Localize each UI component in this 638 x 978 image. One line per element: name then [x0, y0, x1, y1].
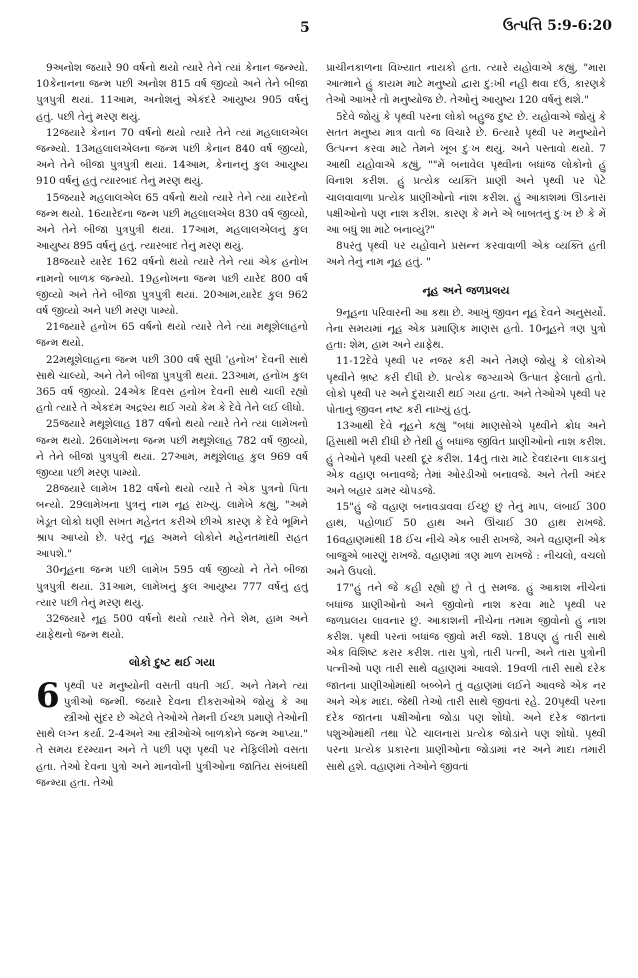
paragraph: 21જયારે હનોખ 65 વર્ષનો થયો ત્યારે તેને ત્યાં મથૂશેલાહનો જન્મ થયો.: [36, 321, 308, 350]
paragraph: 30નૂહના જન્મ પછી લામેખ 595 વર્ષ જીવ્યો ને તેને બીજા પુત્રપુત્રી થયાં. 31આમ, લામેખનું કુલ આયુષ્ય 777 વર્ષનું હતું ત્યાર પછી તેનું મરણ થયું.: [36, 564, 308, 609]
paragraph: 9અનોશ જયારે 90 વર્ષનો થયો ત્યારે તેને ત્યાં કેનાન જન્મ્યો. 10કેનાનના જન્મ પછી અનોશ 815 વર્ષ જીવ્યો અને તેને બીજા પુત્રપુત્રી થયાં. 11આમ, અનોશનું એકંદરે આયુષ્ય 905 વર્ષનું હતું. પછી તેનું મરણ થયું.: [36, 62, 308, 123]
paragraph: 22મથૂશેલાહના જન્મ પછી 300 વર્ષ સુધી 'હનોખ' દેવની સાથે સાથે ચાલ્યો, અને તેને બીજા પુત્રપુત્રી થયાં. 23આમ, હનોખ કુલ 365 વર્ષ જીવ્યો. 24એક દિવસ હનોખ દેવની સાથે ચાલી રહ્યો હતો ત્યારે તે એકદમ અદ્રશ્ય થઈ ગયો કેમ કે દેવે તેને લઈ લીધો.: [36, 353, 308, 415]
left-column: [36, 60, 308, 791]
section-heading: લોકો દુષ્ટ થઈ ગયા: [128, 656, 216, 670]
chapter-number: 6: [36, 675, 60, 716]
page-number: 5: [300, 20, 310, 36]
running-head: ઉત્પત્તિ 5:9-6:20: [502, 18, 612, 34]
paragraph: 32જયારે નૂહ 500 વર્ષનો થયો ત્યારે તેને શેમ, હામ અને યાફેથનો જન્મ થયો.: [36, 612, 308, 642]
paragraph: પ્રાચીનકાળના વિખ્યાત નાયકો હતા. ત્યારે યહોવાએ કહ્યું, "મારા આત્માને હું કાયમ માટે મનુષ્યો દ્વારા દુ:ખી નહી થવા દઉં, કારણકે તેઓ આખરે તો મનુષ્યોજ છે. તેઓનું આયુષ્ય 120 વર્ષનું થશે.": [326, 62, 606, 107]
chapter-text: પૃથ્વી પર મનુષ્યોની વસતી વધતી ગઈ. અને તેમને ત્યાં પુત્રીઓ જન્મી. જયારે દેવના દીકરાઓએ જોયું કે આ સ્ત્રીઓ સુંદર છે એટલે તેઓએ તેમની ઈચ્છા પ્રમાણે તેઓની સાથે લગ્ન કર્યા. 2-4અને આ સ્ત્રીઓએ બાળકોને જન્મ આપ્યા." તે સમય દરમ્યાન અને તે પછી પણ પૃથ્વી પર નેફિલીમો વસતા હતા. તેઓ દેવના પુત્રો અને માનવોની પુત્રીઓના જાતિય સંબંધથી જન્મ્યા હતા. તેઓ: [36, 679, 308, 789]
paragraph: 8પરંતુ પૃથ્વી પર યહોવાને પ્રસન્ન કરવાવાળી એક વ્યક્તિ હતી અને તેનું નામ નૂહ હતું. ": [326, 240, 606, 269]
paragraph: 5દેવે જોયું કે પૃથ્વી પરના લોકો બહુજ દુષ્ટ છે. યહોવાએ જોયું કે સતત મનુષ્ય માત્ર વાતો જ વિચારે છે. 6ત્યારે પૃથ્વી પર મનુષ્યોને ઉત્પન્ન કરવા માટે તેમને ખૂબ દુઃખ થયું. અને પસ્તાવો થયો. 7 આથી યહોવાએ કહ્યું, ""મેં બનાવેલ પૃથ્વીના બધાંજ લોકોનો હું વિનાશ કરીશ. હું પ્રત્યેક વ્યક્તિ પ્રાણી અને પૃથ્વી પર પેટે ચાલવાવાળા પ્રત્યેક પ્રાણીઓનો નાશ કરીશ. હું આકાશમાં ઊડનારાં પક્ષીઓનો પણ નાશ કરીશ. કારણ કે મને એ બાબતનું દુઃખ છે કે મેં આ બધું શા માટે બનાવ્યું?": [326, 110, 606, 237]
paragraph: 28જયારે લામેખ 182 વર્ષનો થયો ત્યારે તે એક પુત્રનો પિતા બન્યો. 29લામેખના પુત્રનું નામ નૂહ રાખ્યું. લામેખે કહ્યું, "અમે ખેડૂત લોકો ઘણી સખત મહેનત કરીએ છીએ કારણ કે દેવે ભૂમિને શ્રાપ આપ્યો છે. પરંતુ નૂહ અમને લોકોને મહેનતમાંથી રાહત આપશે.": [36, 483, 308, 561]
paragraph: 15"હું જે વહાણ બનાવડાવવા ઈચ્છું છું તેનું માપ, લંબાઈ 300 હાથ, પહોળાઈ 50 હાથ અને ઊંચાઈ 30 હાથ રાખજે. 16વહાણમાંથી 18 ઈંચ નીચે એક બારી રાખજે, અને વહાણની એક બાજુએ બારણું રાખજે. વહાણમાં ત્રણ માળ રાખજે : નીચલો, વચલો અને ઉપલો.: [326, 501, 606, 579]
right-column: [326, 60, 606, 775]
paragraph: 17"હું તને જે કહી રહ્યો છું તે તું સમજ. હું આકાશ નીચેનાં બધાંજ પ્રાણીઓનો અને જીવોનો નાશ કરવા માટે પૃથ્વી પર જળપ્રલય લાવનાર છું. આકાશની નીચેના તમામ જીવોનો હું નાશ કરીશ. પૃથ્વી પરનાં બધાંજ જીવો મરી જશે. 18પણ હું તારી સાથે એક વિશિષ્ટ કરાર કરીશ. તારા પુત્રો, તારી પત્ની, અને તારા પુત્રોની પત્નીઓ પણ તારી સાથે વહાણમાં આવશે. 19વળી તારી સાથે દરેક જાતનાં પ્રાણીઓમાંથી બબ્બેને તું વહાણમાં લઈને આવજે એક નર અને એક માદા. જેથી તેઓ તારી સાથે જીવતાં રહે. 20પૃથ્વી પરના દરેક જાતના પક્ષીઓના જોડા પણ શોધો. અને દરેક જાતનાં પશુઓમાંથી તથા પેટે ચાલનારાં પ્રત્યેક જોડાંને પણ શોધો. પૃથ્વી પરના પ્રત્યેક પ્રકારના પ્રાણીઓના જોડામાં નર અને માદા તમારી સાથે હશે. વહાણમાં તેઓને જીવતાં: [326, 582, 606, 773]
paragraph: 9નૂહના પરિવારની આ કથા છે. આખું જીવન નૂહ દેવને અનુસર્યો. તેના સમયમાં નૂહ એક પ્રમાણિક માણસ હતો. 10નૂહને ત્રણ પુત્રો હતા: શેમ, હામ અને યાફેથ.: [326, 306, 606, 352]
paragraph: 12જયારે કેનાન 70 વર્ષનો થયો ત્યારે તેને ત્યાં મહલાલએલ જન્મ્યો. 13મહલાલએલના જન્મ પછી કેનાન 840 વર્ષ જીવ્યો, અને તેને બીજા પુત્રપુત્રી થયાં. 14આમ, કેનાનનું કુલ આયુષ્ય 910 વર્ષનું હતું ત્યારબાદ તેનું મરણ થયું.: [36, 126, 308, 188]
paragraph: 13આથી દેવે નૂહને કહ્યું "બધાં માણસોએ પૃથ્વીને ક્રોધ અને હિંસાથી ભરી દીધી છે તેથી હું બધાંજ જીવિત પ્રાણીઓનો નાશ કરીશ. હું તેઓને પૃથ્વી પરથી દૂર કરીશ. 14તું તારા માટે દેવદારના લાકડાનું એક વહાણ બનાવજે; તેમાં ઓરડીઓ બનાવજે. અને તેની અંદર અને બહાર ડામર ચોપડજે.: [326, 420, 606, 498]
chapter-paragraph: [36, 675, 308, 791]
section-heading: નૂહ અને જળપ્રલય: [422, 283, 510, 297]
paragraph: 18જયારે યારેદ 162 વર્ષનો થયો ત્યારે તેને ત્યાં એક હનોખ નામનો બાળક જન્મ્યો. 19હનોખના જન્મ પછી યારેદ 800 વર્ષ જીવ્યો અને તેને બીજા પુત્રપુત્રી થયાં. 20આમ,યારેદ કુલ 962 વર્ષ જીવ્યો અને પછી મરણ પામ્યો.: [36, 256, 308, 318]
paragraph: 15જયારે મહલાલએલ 65 વર્ષનો થયો ત્યારે તેને ત્યાં યારેદનો જન્મ થયો. 16યારેદના જન્મ પછી મહલાલએલ 830 વર્ષ જીવ્યો, અને તેને બીજા પુત્રપુત્રી થયાં. 17આમ, મહલાલએલનું કુલ આયુષ્ય 895 વર્ષનું હતું. ત્યારબાદ તેનું મરણ થયું.: [36, 191, 308, 253]
paragraph: 11-12દેવે પૃથ્વી પર નજર કરી અને તેમણે જોયું કે લોકોએ પૃથ્વીને ભ્રષ્ટ કરી દીધી છે. પ્રત્યેક જગ્યાએ ઉત્પાત ફેલાતો હતો. લોકો પૃથ્વી પર અને દુરાચારી થઈ ગયા હતા. અને તેઓએ પૃથ્વી પર પોતાનું જીવન નષ્ટ કરી નાખ્યું હતું.: [326, 355, 606, 417]
paragraph: 25જયારે મથૂશેલાહ 187 વર્ષનો થયો ત્યારે તેને ત્યાં લામેખનો જન્મ થયો. 26લામેખના જન્મ પછી મથૂશેલાહ 782 વર્ષ જીવ્યો, ને તેને બીજાં પુત્રપુત્રી થયાં. 27આમ, મથૂશેલાહ કુલ 969 વર્ષ જીવ્યા પછી મરણ પામ્યો.: [36, 418, 308, 480]
